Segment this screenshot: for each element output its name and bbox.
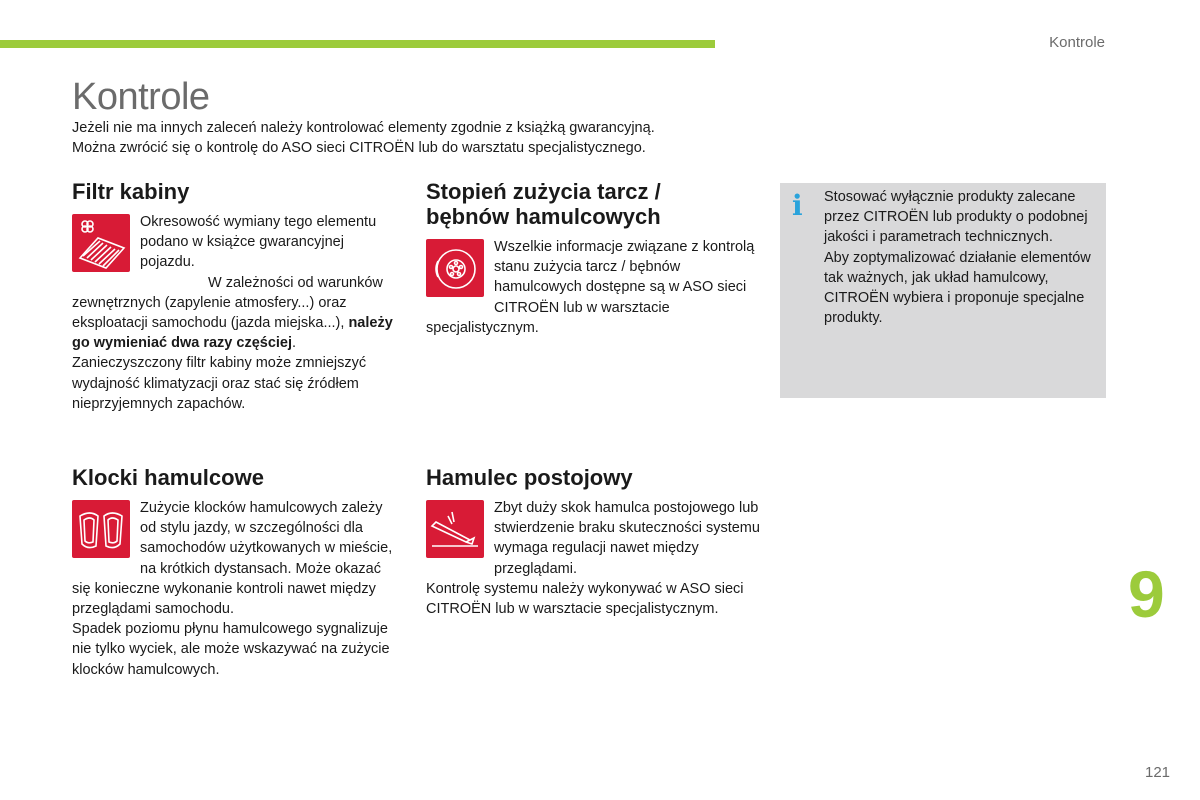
- running-header: Kontrole: [1049, 34, 1105, 51]
- page-title: Kontrole: [72, 76, 210, 118]
- paragraph: Zużycie klocków hamulcowych zależy od stylu jazdy, w szczególności dla samochodów użytkowanych w mieście, na krótkich dystansach. Może okazać się konieczne wykonanie kontroli nawet między przeglądami samochodu.: [72, 500, 393, 618]
- text-span: .: [292, 335, 297, 352]
- info-paragraph: Stosować wyłącznie produkty zalecane przez CITROËN lub produkty o podobnej jakości i parametrach technicznych.: [824, 189, 1088, 246]
- chapter-number: 9: [1128, 557, 1165, 631]
- intro-line-1: Jeżeli nie ma innych zaleceń należy kontrolować elementy zgodnie z książką gwarancyjną.: [72, 120, 655, 136]
- paragraph: Zanieczyszczony filtr kabiny może zmniejszyć wydajność klimatyzacji oraz stać się źródłem nieprzyjemnych zapachów.: [72, 355, 367, 412]
- emphasis-text: należy go wymieniać dwa razy częściej: [72, 315, 393, 352]
- brake-pads-icon: [72, 500, 130, 558]
- info-icon: i: [792, 189, 803, 222]
- paragraph: Wszelkie informacje związane z kontrolą stanu zużycia tarcz / bębnów hamulcowych dostępne są w ASO sieci CITROËN lub w warsztacie specjalistycznym.: [426, 239, 755, 336]
- section-title: Filtr kabiny: [72, 179, 190, 204]
- section-brake-pads: [72, 465, 402, 680]
- parking-brake-icon: [426, 500, 484, 558]
- cabin-filter-icon: [72, 214, 130, 272]
- info-paragraph: Aby zoptymalizować działanie elementów tak ważnych, jak układ hamulcowy, CITROËN wybiera i proponuje specjalne produkty.: [824, 249, 1091, 327]
- section-title: Hamulec postojowy: [426, 465, 633, 490]
- paragraph: Kontrolę systemu należy wykonywać w ASO sieci CITROËN lub w warsztacie specjalistycznym.: [426, 580, 744, 618]
- section-title: [426, 179, 761, 229]
- section-title-line: Stopień zużycia tarcz /: [426, 179, 661, 204]
- section-title: Klocki hamulcowe: [72, 465, 264, 490]
- page-number: 121: [1145, 764, 1171, 781]
- info-box: [780, 183, 1106, 398]
- paragraph: [72, 273, 402, 354]
- header-accent-bar: [0, 40, 715, 48]
- section-cabin-filter: [72, 179, 402, 414]
- section-parking-brake: [426, 465, 761, 619]
- paragraph: Spadek poziomu płynu hamulcowego sygnalizuje nie tylko wyciek, ale może wskazywać na zużycie klocków hamulcowych.: [72, 621, 390, 678]
- paragraph: Zbyt duży skok hamulca postojowego lub stwierdzenie braku skuteczności systemu wymaga regulacji nawet między przeglądami.: [494, 500, 760, 577]
- intro-line-2: Można zwrócić się o kontrolę do ASO sieci CITROËN lub do warsztatu specjalistycznego.: [72, 140, 646, 156]
- intro-text: [72, 118, 655, 158]
- section-title-line: bębnów hamulcowych: [426, 204, 661, 229]
- text-span: W zależności od warunków zewnętrznych (zapylenie atmosfery...) oraz eksploatacji samochodu (jazda miejska...),: [72, 274, 383, 332]
- paragraph: Okresowość wymiany tego elementu podano w książce gwarancyjnej pojazdu.: [140, 214, 377, 271]
- brake-disc-icon: [426, 239, 484, 297]
- section-brake-discs: [426, 179, 761, 338]
